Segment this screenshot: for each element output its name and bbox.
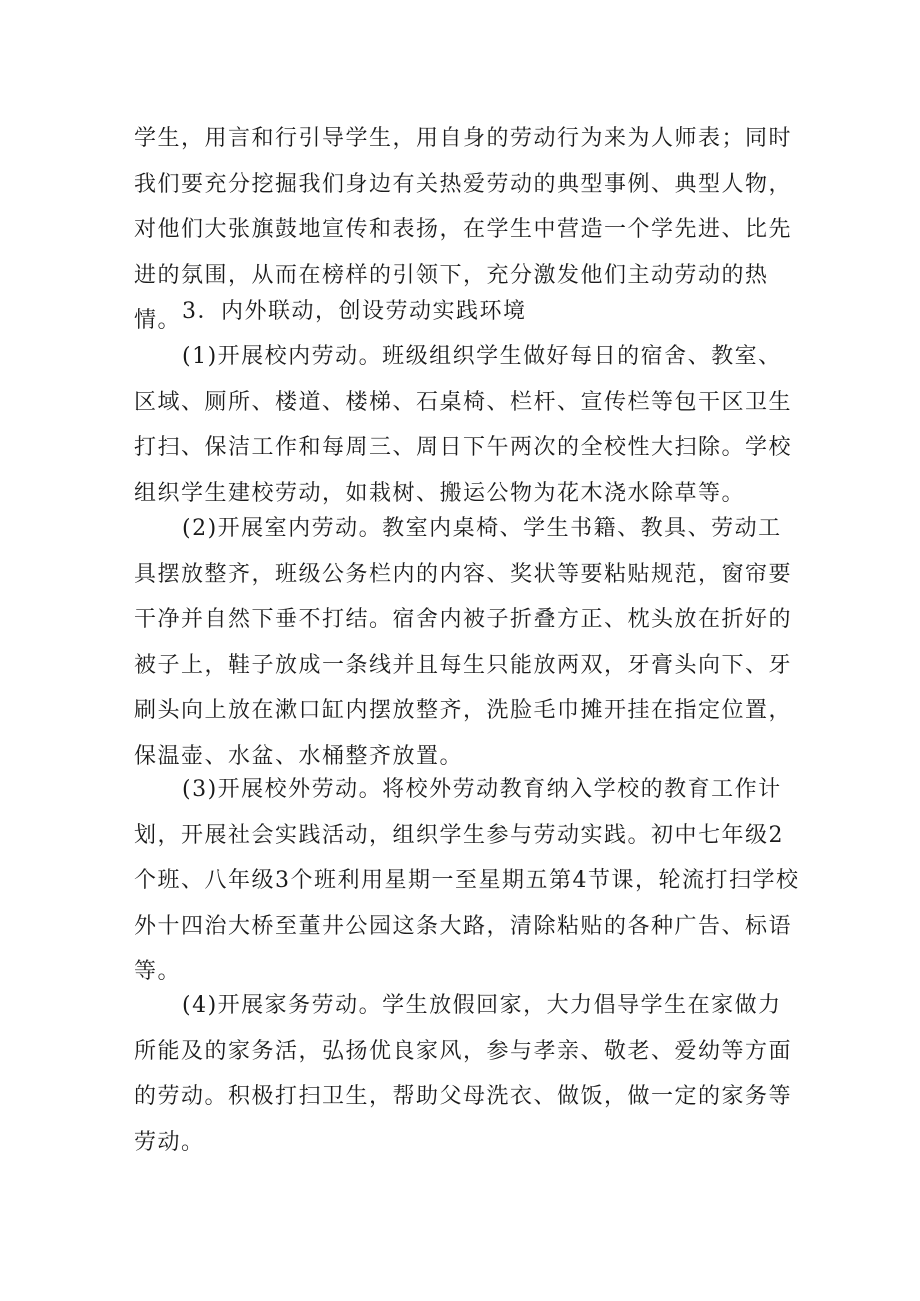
paragraph-campus-labor: (1)开展校内劳动。班级组织学生做好每日的宿舍、教室、区域、厕所、楼道、楼梯、石桌椅、栏杆、宣传栏等包干区卫生打扫、保洁工作和每周三、周日下午两次的全校性大扫除。学校组织学生建校劳动，如栽树、搬运公物为花木浇水除草等。 [134, 344, 793, 506]
paragraph-role-models: 学生，用言和行引导学生，用自身的劳动行为来为人师表；同时我们要充分挖掘我们身边有关热爱劳动的典型事例、典型人物，对他们大张旗鼓地宣传和表扬，在学生中营造一个学先进、比先进的氛围，从而在榜样的引领下，充分激发他们主动劳动的热情。 [134, 126, 793, 333]
paragraph-household-labor: (4)开展家务劳动。学生放假回家，大力倡导学生在家做力所能及的家务活，弘扬优良家风，参与孝亲、敬老、爱幼等方面的劳动。积极打扫卫生，帮助父母洗衣、做饭，做一定的家务等劳动。 [134, 993, 793, 1155]
paragraph-offcampus-labor: (3)开展校外劳动。将校外劳动教育纳入学校的教育工作计划，开展社会实践活动，组织学生参与劳动实践。初中七年级2个班、八年级3个班利用星期一至星期五第4节课，轮流打扫学校外十四治大桥至董井公园这条大路，清除粘贴的各种广告、标语等。 [134, 777, 800, 984]
paragraph-indoor-labor: (2)开展室内劳动。教室内桌椅、学生书籍、教具、劳动工具摆放整齐，班级公务栏内的内容、奖状等要粘贴规范，窗帘要干净并自然下垂不打结。宿舍内被子折叠方正、枕头放在折好的被子上，鞋子放成一条线并且每生只能放两双，牙膏头向下、牙刷头向上放在漱口缸内摆放整齐，洗脸毛巾摊开挂在指定位置，保温壶、水盆、水桶整齐放置。 [134, 516, 793, 769]
section-heading-3: 3．内外联动，创设劳动实践环境 [182, 299, 527, 324]
